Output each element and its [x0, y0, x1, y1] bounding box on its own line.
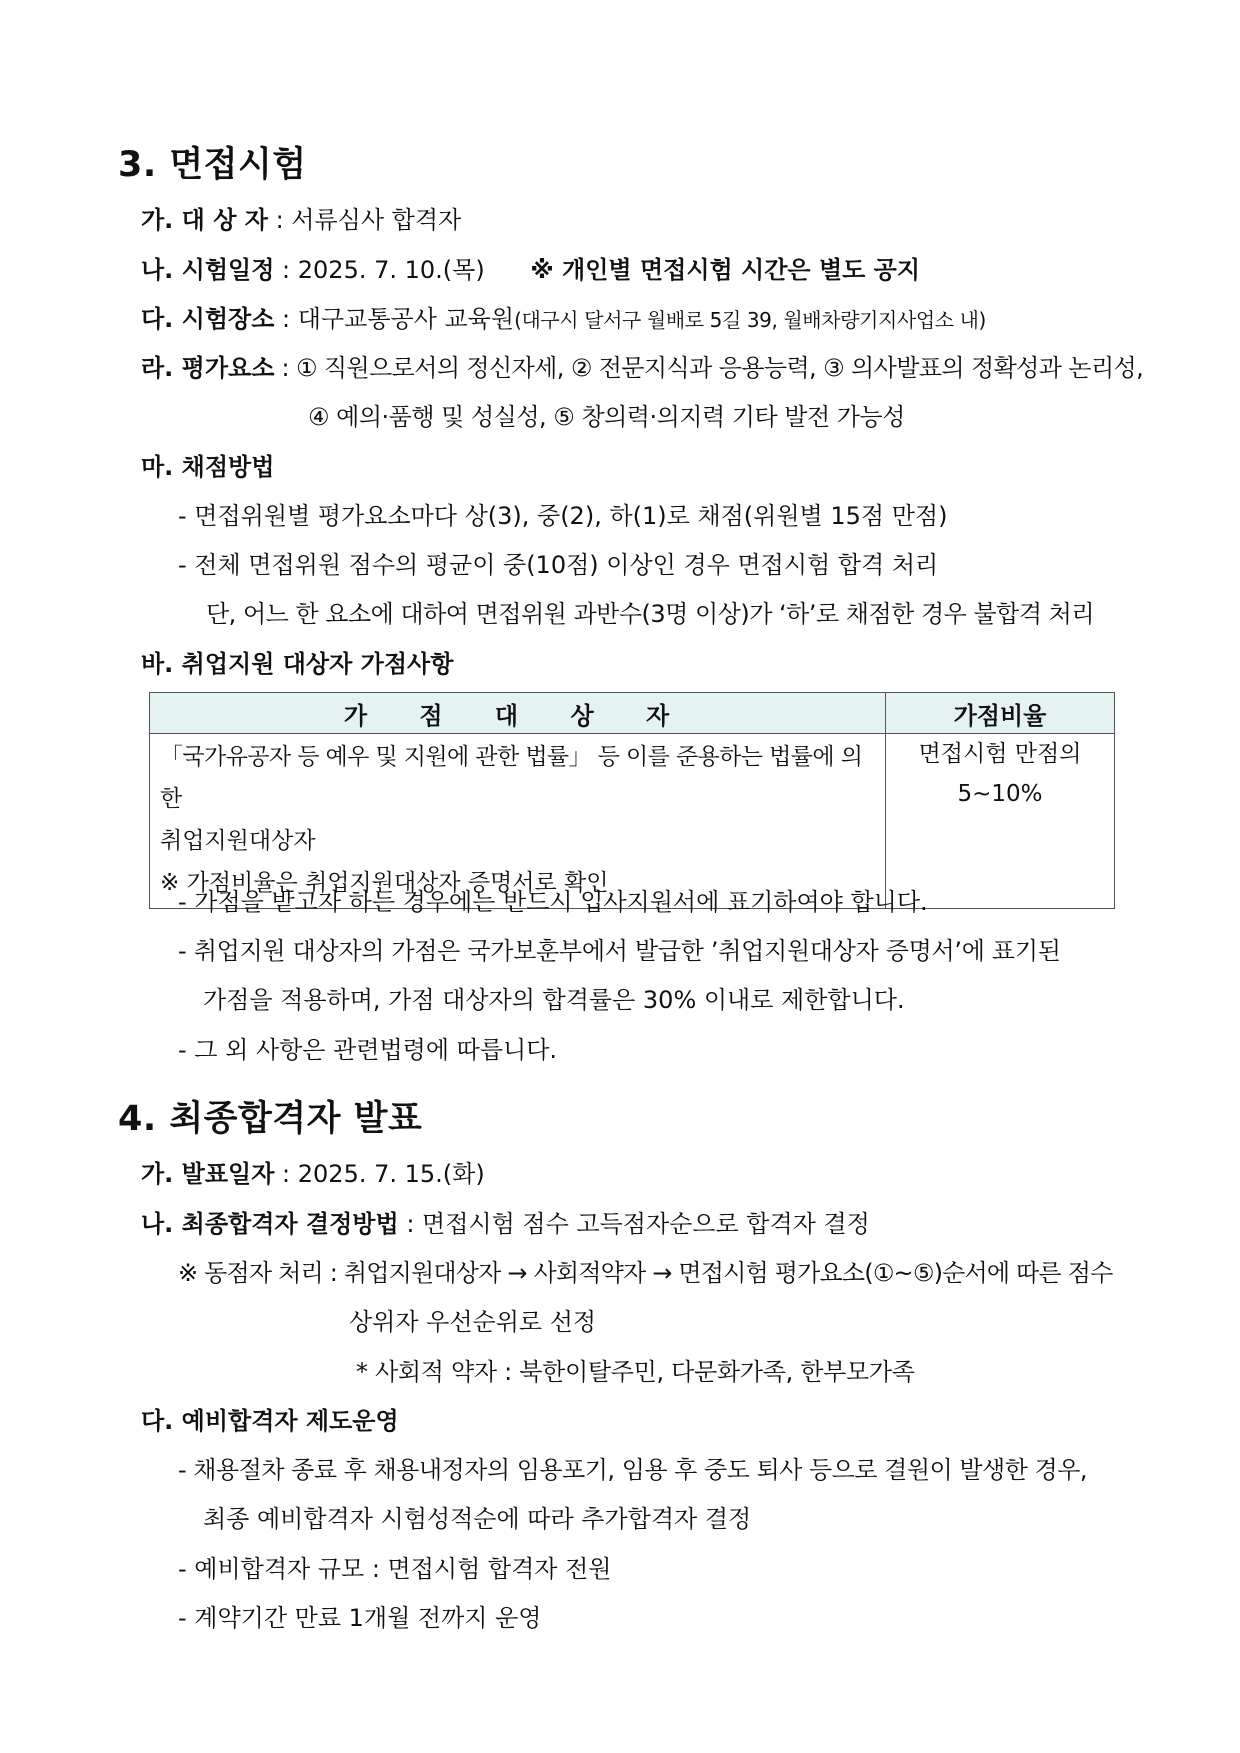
date-value: 2025. 7. 10.(목) — [297, 256, 485, 284]
header-ratio: 가점비율 — [886, 693, 1115, 734]
eval-label: 라. 평가요소 — [141, 354, 275, 382]
target-label: 가. 대 상 자 — [141, 206, 268, 234]
section3-title: 3. 면접시험 — [118, 145, 307, 185]
announce-value: 2025. 7. 15.(화) — [297, 1160, 485, 1188]
place-row — [141, 305, 986, 334]
date-row — [141, 256, 920, 285]
eval-line1: ① 직원으로서의 정신자세, ② 전문지식과 응용능력, ③ 의사발표의 정확성과 논리성, — [295, 354, 1144, 382]
reserve-label: 다. 예비합격자 제도운영 — [141, 1407, 399, 1435]
place-detail: (대구시 달서구 월배로 5길 39, 월배차량기지사업소 내) — [514, 308, 986, 332]
reserve-item3: - 예비합격자 규모 : 면접시험 합격자 전원 — [178, 1555, 612, 1583]
table-header-row — [150, 693, 1115, 734]
method-label: 나. 최종합격자 결정방법 — [141, 1210, 399, 1238]
table-row — [150, 734, 1115, 909]
target-cell — [150, 734, 886, 909]
bonus-item4: - 그 외 사항은 관련법령에 따릅니다. — [178, 1036, 558, 1064]
target-value: 서류심사 합격자 — [291, 206, 462, 234]
announce-row — [141, 1160, 485, 1189]
reserve-item4: - 계약기간 만료 1개월 전까지 운영 — [178, 1604, 542, 1632]
colon: : — [406, 1210, 423, 1238]
colon: : — [275, 206, 292, 234]
colon: : — [281, 354, 296, 382]
place-label: 다. 시험장소 — [141, 305, 275, 333]
bonus-item2: - 취업지원 대상자의 가점은 국가보훈부에서 발급한 ’취업지원대상자 증명서’에 표기된 — [178, 937, 1061, 965]
method-row — [141, 1210, 870, 1239]
header-target: 가 점 대 상 자 — [150, 693, 886, 734]
target-row — [141, 206, 461, 235]
ratio-cell — [886, 734, 1115, 909]
scoring-item1: - 면접위원별 평가요소마다 상(3), 중(2), 하(1)로 채점(위원별 15점 만점) — [178, 502, 948, 530]
colon: : — [282, 1160, 298, 1188]
reserve-item1: - 채용절차 종료 후 채용내정자의 임용포기, 임용 후 중도 퇴사 등으로 결원이 발생한 경우, — [178, 1456, 1088, 1484]
scoring-label: 마. 채점방법 — [141, 453, 275, 481]
row-line1: 「국가유공자 등 예우 및 지원에 관한 법률」 등 이를 준용하는 법률에 의한 — [160, 744, 863, 812]
tie-line3: * 사회적 약자 : 북한이탈주민, 다문화가족, 한부모가족 — [356, 1358, 915, 1386]
date-note: ※ 개인별 면접시험 시간은 별도 공지 — [530, 256, 921, 284]
colon: : — [282, 305, 298, 333]
tie-line1: ※ 동점자 처리 : 취업지원대상자 → 사회적약자 → 면접시험 평가요소(①~⑤)순서에 따른 점수 — [178, 1259, 1113, 1287]
announce-label: 가. 발표일자 — [141, 1160, 275, 1188]
colon: : — [282, 256, 298, 284]
scoring-item3: 단, 어느 한 요소에 대하여 면접위원 과반수(3명 이상)가 ‘하’로 채점한 경우 불합격 처리 — [206, 600, 1094, 628]
place-value: 대구교통공사 교육원 — [297, 305, 515, 333]
eval-line2: ④ 예의·품행 및 성실성, ⑤ 창의력·의지력 기타 발전 가능성 — [308, 403, 905, 431]
method-value: 면접시험 점수 고득점자순으로 합격자 결정 — [422, 1210, 870, 1238]
row-line3: ※ 가점비율은 취업지원대상자 증명서로 확인 — [160, 870, 609, 896]
bonus-item3: 가점을 적용하며, 가점 대상자의 합격률은 30% 이내로 제한합니다. — [203, 986, 905, 1014]
ratio-line1: 면접시험 만점의 — [918, 741, 1082, 767]
row-line2: 취업지원대상자 — [160, 828, 316, 854]
bonus-item1: - 가점을 받고자 하는 경우에는 반드시 입사지원서에 표기하여야 합니다. — [178, 888, 928, 916]
date-label: 나. 시험일정 — [141, 256, 275, 284]
ratio-line2: 5~10% — [957, 781, 1043, 807]
scoring-item2: - 전체 면접위원 점수의 평균이 중(10점) 이상인 경우 면접시험 합격 처리 — [178, 551, 939, 579]
eval-row — [141, 354, 1143, 383]
section4-title: 4. 최종합격자 발표 — [118, 1099, 423, 1139]
tie-line2: 상위자 우선순위로 선정 — [349, 1308, 597, 1336]
bonus-label: 바. 취업지원 대상자 가점사항 — [141, 650, 454, 678]
bonus-table — [149, 692, 1115, 909]
reserve-item2: 최종 예비합격자 시험성적순에 따라 추가합격자 결정 — [203, 1505, 752, 1533]
